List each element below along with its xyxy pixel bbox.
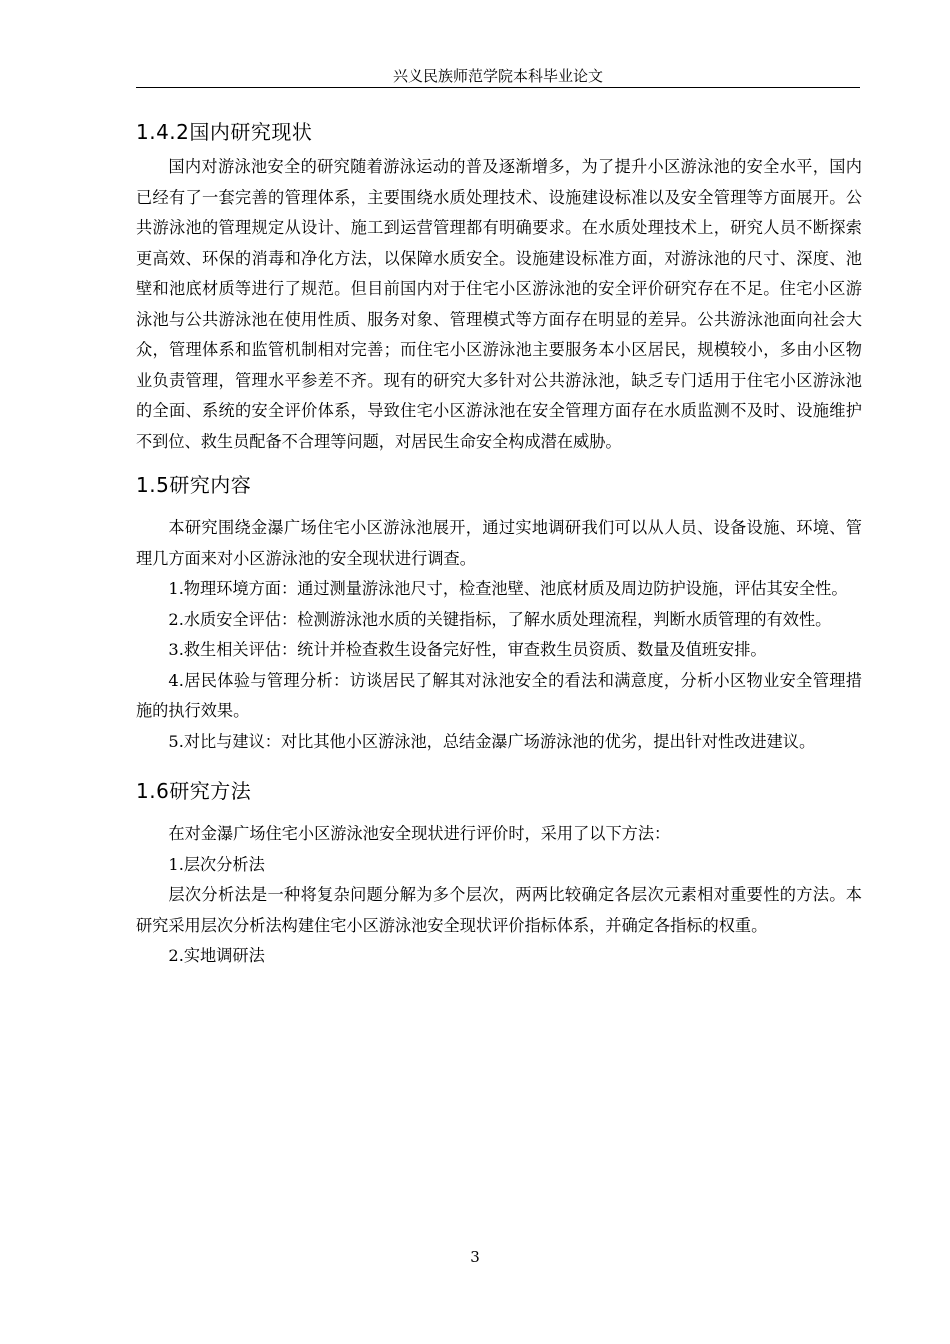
list-item: 4.居民体验与管理分析：访谈居民了解其对泳池安全的看法和满意度，分析小区物业安全管理措施的执行效果。 (136, 670, 862, 720)
list-item: 2.实地调研法 (168, 946, 265, 965)
body-paragraph: 国内对游泳池安全的研究随着游泳运动的普及逐渐增多，为了提升小区游泳池的安全水平，国内已经有了一套完善的管理体系，主要围绕水质处理技术、设施建设标准以及安全管理等方面展开。公共游泳池的管理规定从设计、施工到运营管理都有明确要求。在水质处理技术上，研究人员不断探索更高效、环保的消毒和净化方法，以保障水质安全。设施建设标准方面，对游泳池的尺寸、深度、池壁和池底材质等进行了规范。但目前国内对于住宅小区游泳池的安全评价研究存在不足。住宅小区游泳池与公共游泳池在使用性质、服务对象、管理模式等方面存在明显的差异。公共游泳池面向社会大众，管理体系和监管机制相对完善；而住宅小区游泳池主要服务本小区居民，规模较小，多由小区物业负责管理，管理水平参差不齐。现有的研究大多针对公共游泳池，缺乏专门适用于住宅小区游泳池的全面、系统的安全评价体系，导致住宅小区游泳池在安全管理方面存在水质监测不及时、设施维护不到位、救生员配备不合理等问题，对居民生命安全构成潜在威胁。 (136, 157, 862, 451)
section-spacer (136, 757, 862, 771)
section-heading: 1.4.2国内研究现状 (136, 120, 313, 144)
list-item: 1.层次分析法 (168, 854, 265, 874)
list-item: 5.对比与建议：对比其他小区游泳池，总结金瀑广场游泳池的优劣，提出针对性改进建议。 (168, 731, 816, 751)
section-research-methods (136, 771, 862, 972)
section-research-content (136, 465, 862, 757)
body-paragraph: 本研究围绕金瀑广场住宅小区游泳池展开，通过实地调研我们可以从人员、设备设施、环境、管理几方面来对小区游泳池的安全现状进行调查。 (136, 518, 862, 568)
header-rule (136, 87, 860, 88)
list-item: 2.水质安全评估：检测游泳池水质的关键指标，了解水质处理流程，判断水质管理的有效性。 (168, 609, 832, 629)
section-domestic-research (136, 112, 862, 457)
body-paragraph: 在对金瀑广场住宅小区游泳池安全现状进行评价时，采用了以下方法： (168, 824, 671, 843)
section-spacer (136, 457, 862, 465)
page-body (136, 112, 862, 972)
running-header: 兴义民族师范学院本科毕业论文 (392, 67, 603, 85)
section-heading: 1.6研究方法 (136, 779, 252, 803)
body-paragraph: 层次分析法是一种将复杂问题分解为多个层次，两两比较确定各层次元素相对重要性的方法。本研究采用层次分析法构建住宅小区游泳池安全现状评价指标体系，并确定各指标的权重。 (136, 885, 862, 935)
section-heading: 1.5研究内容 (136, 473, 252, 497)
page-number: 3 (470, 1248, 480, 1266)
list-item: 3.救生相关评估：统计并检查救生设备完好性，审查救生员资质、数量及值班安排。 (168, 640, 767, 659)
heading-spacer (136, 505, 862, 513)
list-item: 1.物理环境方面：通过测量游泳池尺寸，检查池壁、池底材质及周边防护设施，评估其安全性。 (168, 579, 848, 598)
heading-spacer (136, 811, 862, 819)
